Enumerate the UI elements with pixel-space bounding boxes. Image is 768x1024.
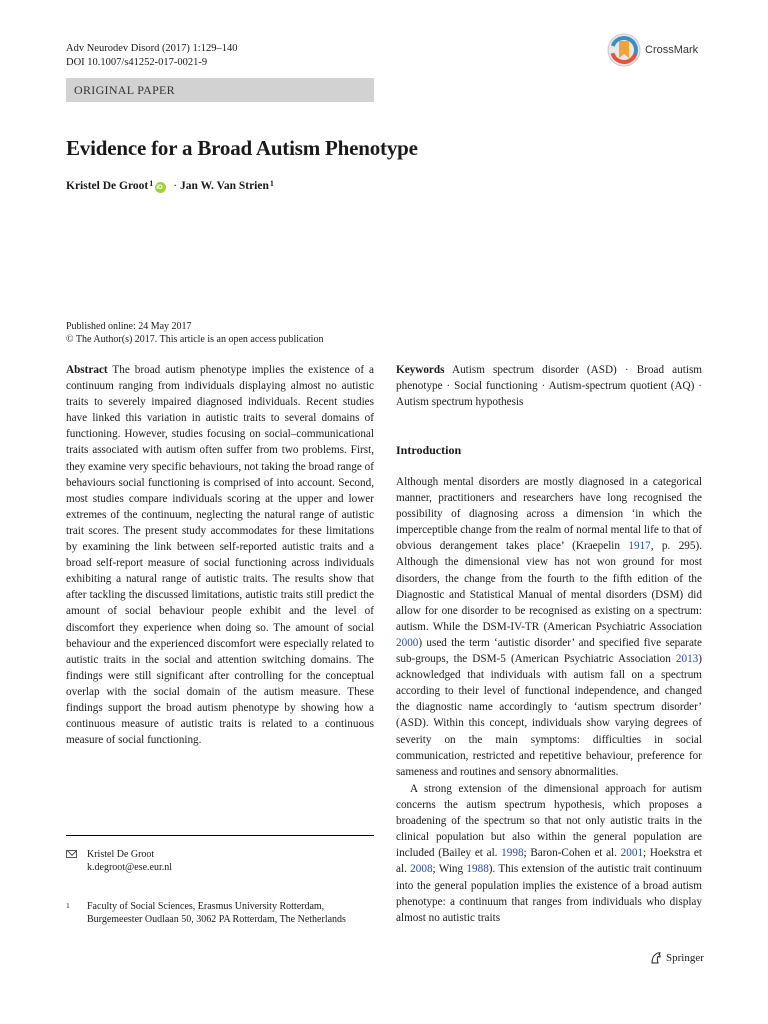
introduction-paragraph	[396, 474, 702, 780]
paragraph-text: ; Wing	[432, 863, 467, 876]
abstract	[66, 362, 374, 748]
paragraph-text: ). This extension of the autistic trait continuum into the general population implies the existence of a broad autism phenotype: a continuum that ranges from individuals who display almost no autistic traits	[396, 863, 702, 924]
paragraph-text: Although mental disorders are mostly diagnosed in a categorical manner, practitioners and researchers have long recognised the possibility of diagnosing across a dimension ‘in which the imperceptible change from the realm of normal mental life to that of obvious derangement takes place’ (Kraepelin	[396, 476, 702, 553]
citation-link[interactable]: 1988	[466, 863, 489, 876]
journal-citation: Adv Neurodev Disord (2017) 1:129–140	[66, 43, 238, 54]
affiliation-marker: 1	[149, 178, 154, 188]
publisher-name: Springer	[666, 952, 704, 964]
corresponding-author	[66, 848, 172, 874]
keywords-text: Autism spectrum disorder (ASD) · Broad autism phenotype · Social functioning · Autism-spectrum quotient (AQ) · Autism spectrum hypothesis	[396, 364, 702, 409]
author-name[interactable]: Jan W. Van Strien	[180, 180, 269, 192]
keywords	[396, 362, 702, 410]
citation-link[interactable]: 2000	[396, 636, 419, 649]
affiliation-line: Burgemeester Oudlaan 50, 3062 PA Rotterdam, The Netherlands	[87, 914, 346, 925]
citation-link[interactable]: 2013	[675, 653, 699, 666]
crossmark-badge[interactable]	[606, 31, 706, 69]
affiliation-marker: 1	[269, 178, 274, 188]
author-list	[66, 180, 274, 192]
paragraph-text: ) acknowledged that individuals with autism fall on a spectrum according to their level of functional independence, and changed the diagnostic name accordingly to ‘autism spectrum disorder’ (ASD). Within this concept, individuals show varying degrees of severity on the main symptoms: difficulties in social communication, restricted and repetitive behaviour, preference for sameness and routines and sensory abnormalities.	[396, 653, 702, 778]
doi[interactable]: DOI 10.1007/s41252-017-0021-9	[66, 57, 208, 68]
corresponding-author-name: Kristel De Groot	[87, 849, 155, 860]
author-name[interactable]: Kristel De Groot	[66, 180, 149, 192]
published-date: Published online: 24 May 2017	[66, 321, 192, 332]
copyright-notice: © The Author(s) 2017. This article is an open access publication	[66, 334, 324, 345]
publisher-logo	[649, 951, 704, 965]
abstract-label: Abstract	[66, 364, 108, 376]
author-separator: ·	[173, 180, 178, 192]
paragraph-text: A strong extension of the dimensional approach for autism concerns the autism spectrum hypothesis, which proposes a broadening of the spectrum so that not only autistic traits in the clinical population but also within the general population are included (Bailey et al.	[396, 783, 702, 860]
crossmark-icon	[606, 32, 642, 68]
paragraph-text: ; Baron-Cohen et al.	[523, 847, 621, 860]
citation-link[interactable]: 2008	[410, 863, 433, 876]
keywords-label: Keywords	[396, 364, 445, 376]
paragraph-text: , p. 295). Although the dimensional view has not won ground for most disorders, the change from the fourth to the fifth edition of the Diagnostic and Statistical Manual of mental disorders (DSM) did allow for one disorder to be recognised as existing on a spectrum: autism. While the DSM-IV-TR (American Psychiatric Association	[396, 540, 703, 633]
corresponding-author-email[interactable]: k.degroot@ese.eur.nl	[87, 862, 173, 873]
introduction-paragraph	[396, 781, 702, 926]
crossmark-label: CrossMark	[645, 44, 699, 56]
article-title: Evidence for a Broad Autism Phenotype	[66, 136, 418, 160]
orcid-icon[interactable]	[155, 182, 166, 193]
abstract-text: The broad autism phenotype implies the existence of a continuum ranging from individuals displaying almost no autistic traits to severely impaired diagnosed individuals. Recent studies have linked this variation in autistic traits to several domains of functioning. However, studies focusing on social–communicational traits associated with autism often suffer from two problems. First, they examine very specific behaviours, not taking the broad range of behaviours social functioning is comprised of into account. Second, most studies compare individuals scoring at the upper and lower extremes of the continuum, neglecting the natural range of autistic trait scores. The present study accommodates for these limitations by examining the link between self-reported autistic traits and a broad self-report measure of social functioning across individuals exhibiting a natural range of autistic traits. The results show that after tackling the discussed limitations, autistic traits still predict the amount of social behaviour people exhibit and the level of discomfort they experience when doing so. The amount of social behaviour and the experienced discomfort were especially related to autistic traits in the social and attention switching domains. The findings were still significant after controlling for the conceptual overlap with the social domain of the autism measure. These findings support the broad autism phenotype by showing how a continuous measure of autistic traits is related to a continuous measure of social functioning.	[66, 364, 374, 747]
springer-horse-icon	[649, 951, 663, 965]
footnote-divider	[66, 835, 374, 836]
affiliation-line: Faculty of Social Sciences, Erasmus University Rotterdam,	[87, 901, 325, 912]
paragraph-text: ) used the term ‘autistic disorder’ and specified five separate sub-groups, the DSM-5 (American Psychiatric Association	[396, 636, 702, 666]
envelope-icon	[66, 850, 77, 858]
article-type-banner: ORIGINAL PAPER	[66, 78, 374, 102]
paragraph-text: ; Hoekstra et al.	[396, 847, 702, 876]
affiliation	[66, 900, 346, 926]
citation-link[interactable]: 2001	[620, 847, 644, 860]
section-heading-introduction: Introduction	[396, 443, 462, 457]
publication-info	[66, 320, 323, 346]
citation-link[interactable]: 1917	[628, 540, 651, 553]
citation-link[interactable]: 1998	[501, 847, 524, 860]
affiliation-number: 1	[66, 901, 70, 910]
